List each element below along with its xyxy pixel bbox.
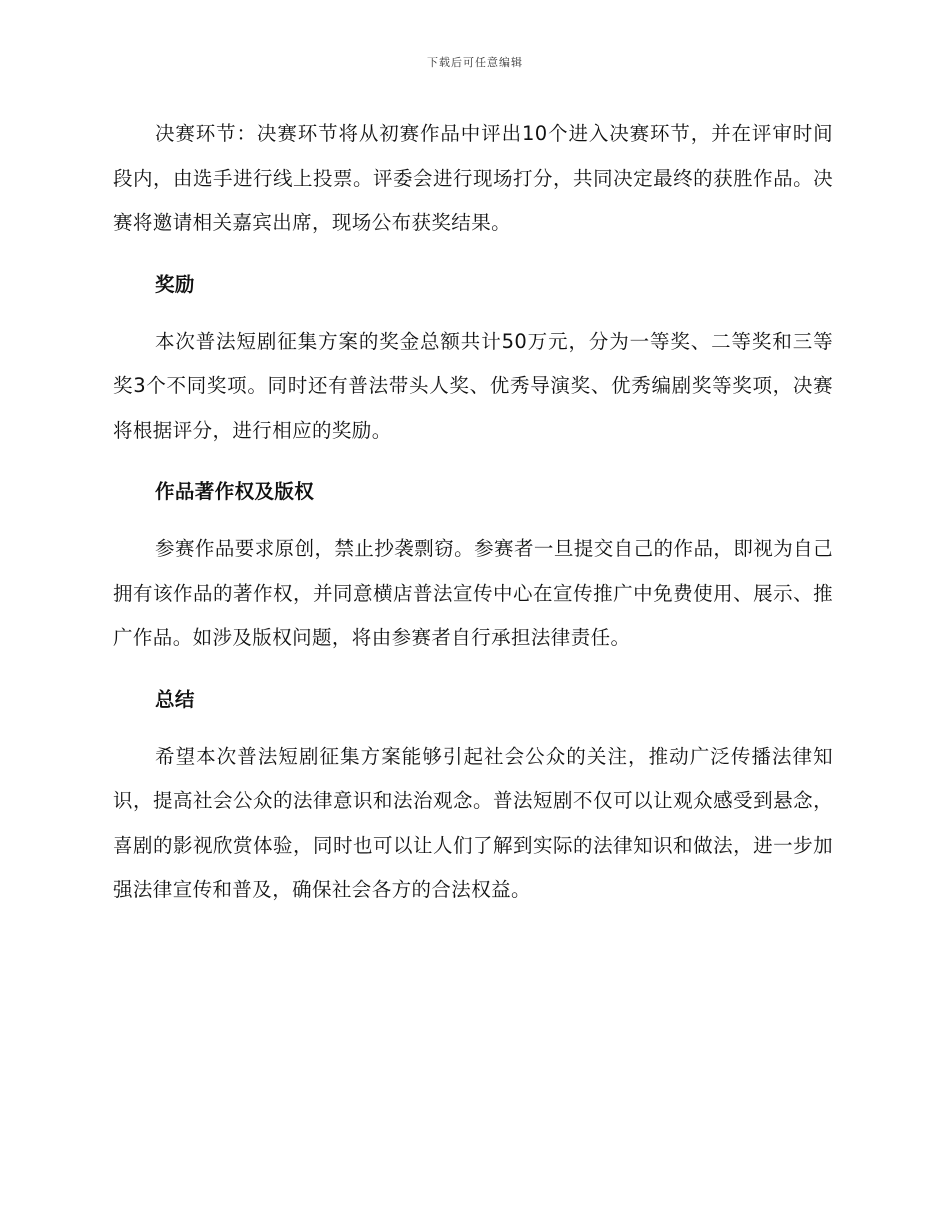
awards-heading: 奖励 (155, 272, 195, 296)
summary-heading: 总结 (155, 687, 195, 711)
awards-paragraph: 本次普法短剧征集方案的奖金总额共计50万元，分为一等奖、二等奖和三等奖3个不同奖项。同时还有普法带头人奖、优秀导演奖、优秀编剧奖等奖项，决赛将根据评分，进行相应的奖励。 (113, 329, 833, 442)
summary-paragraph: 希望本次普法短剧征集方案能够引起社会公众的关注，推动广泛传播法律知识，提高社会公众的法律意识和法治观念。普法短剧不仅可以让观众感受到悬念，喜剧的影视欣赏体验，同时也可以让人们了解到实际的法律知识和做法，进一步加强法律宣传和普及，确保社会各方的合法权益。 (113, 744, 833, 901)
copyright-heading: 作品著作权及版权 (155, 480, 315, 503)
final-round-paragraph: 决赛环节：决赛环节将从初赛作品中评出10个进入决赛环节，并在评审时间段内，由选手进行线上投票。评委会进行现场打分，共同决定最终的获胜作品。决赛将邀请相关嘉宾出席，现场公布获奖结果。 (113, 122, 833, 234)
copyright-paragraph: 参赛作品要求原创，禁止抄袭剽窃。参赛者一旦提交自己的作品，即视为自己拥有该作品的著作权，并同意横店普法宣传中心在宣传推广中免费使用、展示、推广作品。如涉及版权问题，将由参赛者自行承担法律责任。 (113, 537, 833, 649)
document-body (113, 112, 833, 930)
header-note: 下载后可任意编辑 (427, 56, 523, 69)
